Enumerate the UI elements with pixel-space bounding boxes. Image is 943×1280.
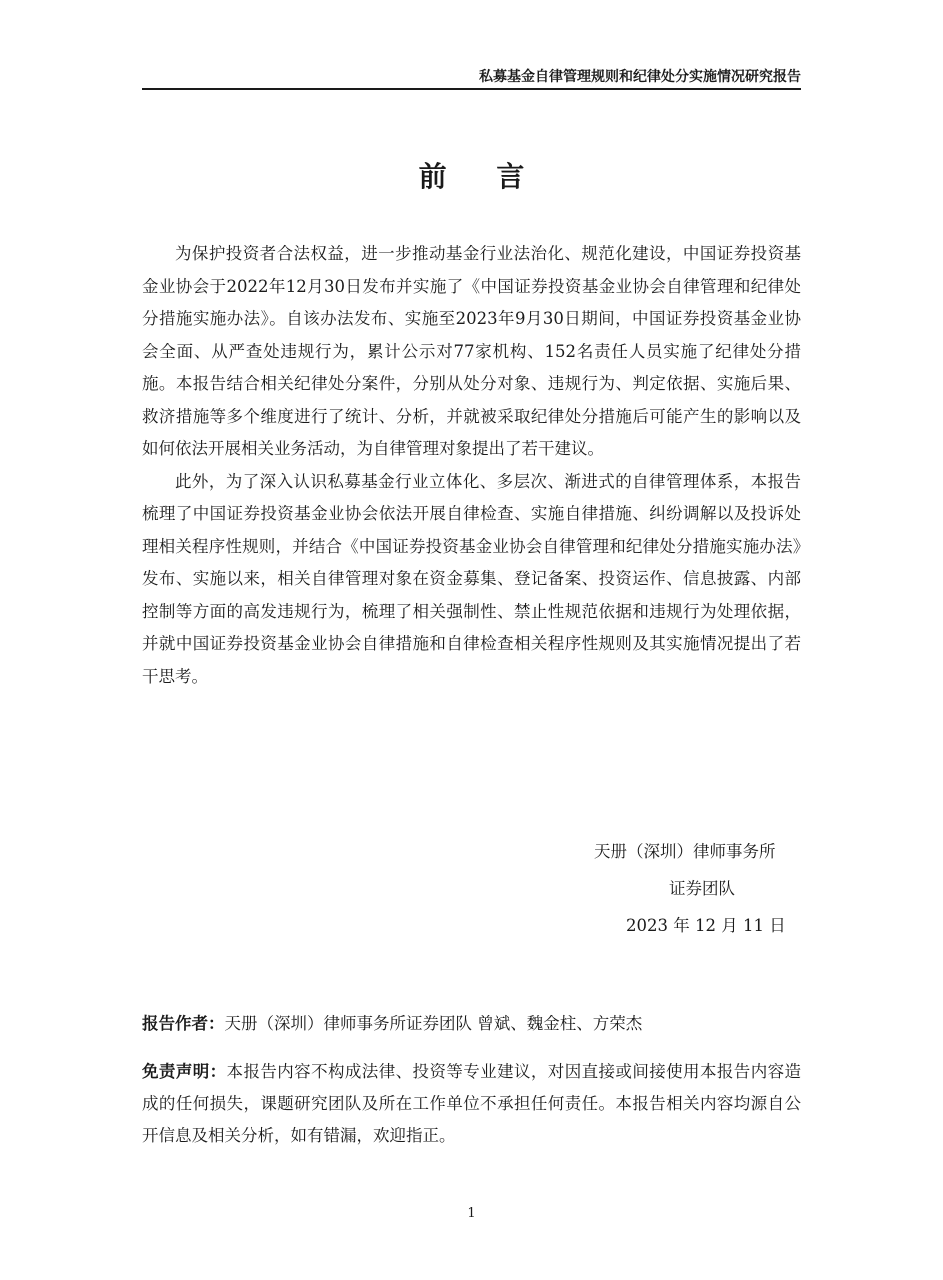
preface-body	[142, 238, 801, 693]
running-header	[142, 62, 801, 90]
preface-paragraph-1: 为保护投资者合法权益，进一步推动基金行业法治化、规范化建设，中国证券投资基金业协会于2022年12月30日发布并实施了《中国证券投资基金业协会自律管理和纪律处分措施实施办法》。自该办法发布、实施至2023年9月30日期间，中国证券投资基金业协会全面、从严查处违规行为，累计公示对77家机构、152名责任人员实施了纪律处分措施。本报告结合相关纪律处分案件，分别从处分对象、违规行为、判定依据、实施后果、救济措施等多个维度进行了统计、分析，并就被采取纪律处分措施后可能产生的影响以及如何依法开展相关业务活动，为自律管理对象提出了若干建议。	[142, 244, 801, 458]
authors-label: 报告作者：	[142, 1014, 225, 1033]
disclaimer-text: 本报告内容不构成法律、投资等专业建议，对因直接或间接使用本报告内容造成的任何损失，课题研究团队及所在工作单位不承担任何责任。本报告相关内容均源自公开信息及相关分析，如有错漏，欢迎指正。	[142, 1062, 802, 1145]
signature-firm: 天册（深圳）律师事务所	[594, 842, 776, 861]
disclaimer-label: 免责声明：	[142, 1062, 227, 1081]
header-title: 私募基金自律管理规则和纪律处分实施情况研究报告	[479, 69, 801, 85]
authors-text: 天册（深圳）律师事务所证券团队 曾斌、魏金柱、方荣杰	[224, 1014, 643, 1033]
disclaimer	[142, 1056, 801, 1152]
signature-date: 2023 年 12 月 11 日	[626, 916, 786, 935]
preface-paragraph-2: 此外，为了深入认识私募基金行业立体化、多层次、渐进式的自律管理体系，本报告梳理了中国证券投资基金业协会依法开展自律检查、实施自律措施、纠纷调解以及投诉处理相关程序性规则，并结合《中国证券投资基金业协会自律管理和纪律处分措施实施办法》发布、实施以来，相关自律管理对象在资金募集、登记备案、投资运作、信息披露、内部控制等方面的高发违规行为，梳理了相关强制性、禁止性规范依据和违规行为处理依据，并就中国证券投资基金业协会自律措施和自律检查相关程序性规则及其实施情况提出了若干思考。	[142, 471, 801, 686]
page-title: 前 言	[418, 160, 545, 193]
page-number: 1	[467, 1206, 476, 1221]
authors-line	[142, 1008, 801, 1040]
signature-team: 证券团队	[669, 879, 735, 898]
